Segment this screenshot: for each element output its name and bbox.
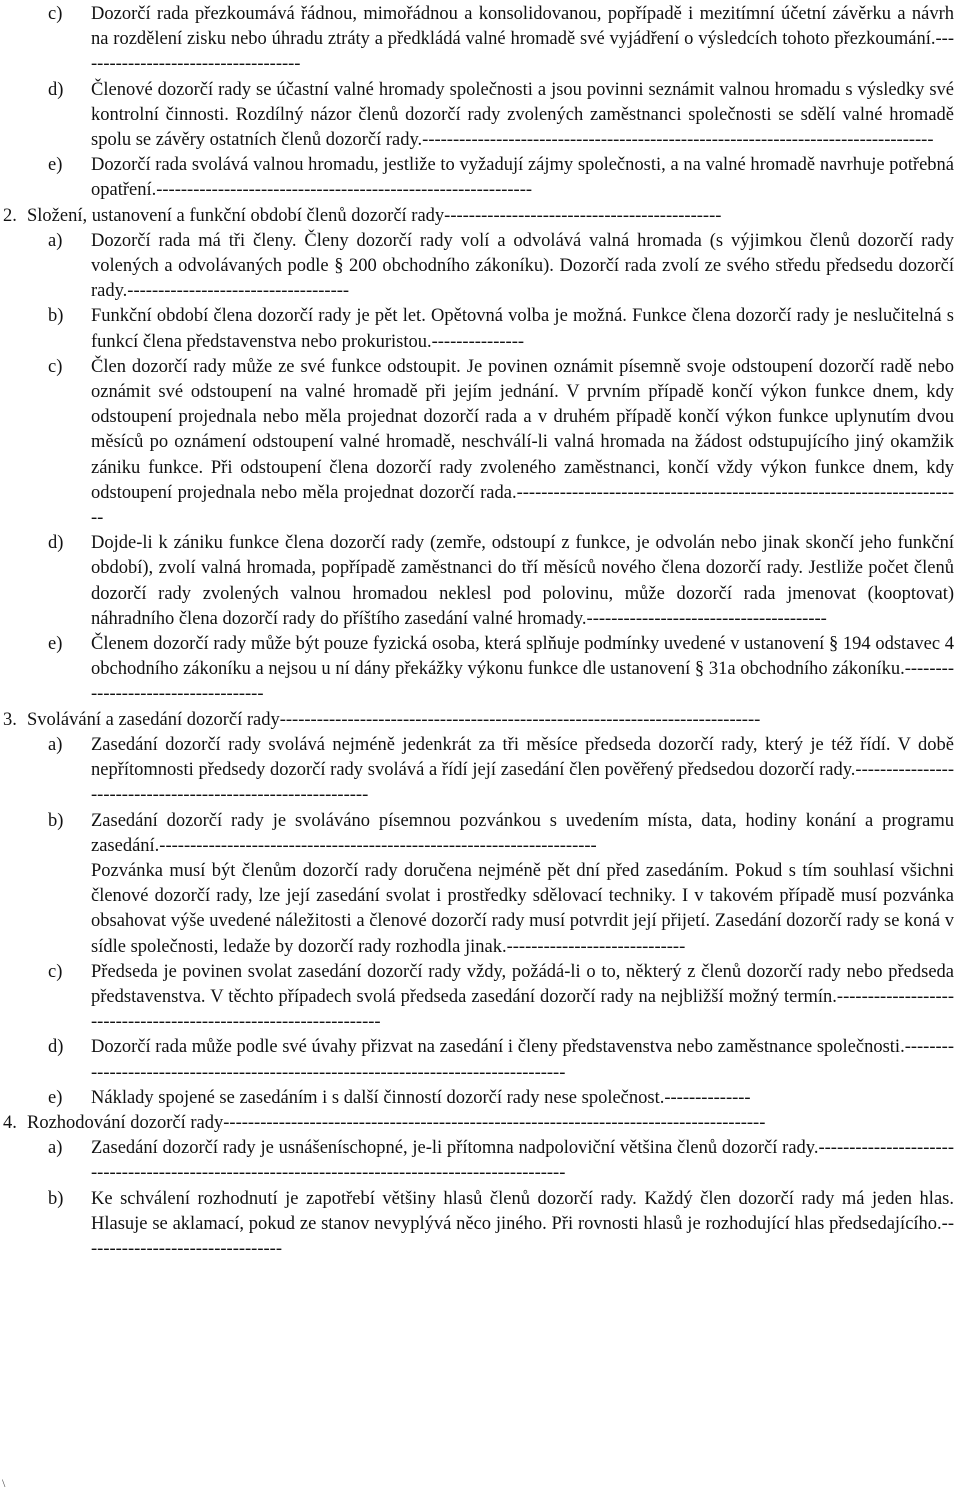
paragraph-4b [0,1187,954,1263]
item-label: c) [48,961,63,982]
item-label: a) [48,230,63,251]
item-label: e) [48,155,63,176]
item-label: d) [48,533,64,554]
item-text: Dozorčí rada může podle své úvahy přizvat na zasedání i členy představenstva nebo zaměstnance společnosti.------------------------------------------------------------------------------------- [91,1037,954,1083]
document-body [0,2,960,1262]
item-text: Náklady spojené se zasedáním i s další činností dozorčí rady nese společnost.-------------- [91,1087,751,1108]
item-text: Pozvánka musí být členům dozorčí rady doručena nejméně pět dní před zasedáním. Pokud s tím souhlasí všichni členové dozorčí rady, lze její zasedání svolat i prostředky sdělovací techniky. I v takovém případě musí pozvánka obsahovat výše uvedené náležitosti a členové dozorčí rady musí potvrdit její přijetí. Zasedání dozorčí rady se koná v sídle společnosti, ledaže by dozorčí rady rozhodla jinak.----------------------------- [91,860,954,957]
paragraph-3a [0,733,954,809]
paragraph-3e [0,1086,954,1111]
item-text: Dozorčí rada má tři členy. Členy dozorčí rady volí a odvolává valná hromada (s výjimkou členů dozorčí rady volených a odvolávaných podle § 200 obchodního zákoníku). Dozorčí rada zvolí ze svého středu předsedu dozorčí rady.------------------------------------ [91,230,954,302]
section-number: 4. [3,1112,17,1133]
item-label: b) [48,810,64,831]
item-label: e) [48,1087,63,1108]
item-text: Členem dozorčí rady může být pouze fyzická osoba, která splňuje podmínky uvedené v ustanovení § 194 odstavec 4 obchodního zákoníku a nejsou u ní dány překážky výkonu funkce dle ustanovení § 31a obchodního zákoníku.------------------------------------ [91,634,954,705]
item-text: Dojde-li k zániku funkce člena dozorčí rady (zemře, odstoupí z funkce, je odvolán nebo jinak skončí jeho funkční období), zvolí valná hromada, popřípadě zaměstnanci do tří měsíců nového člena dozorčí rady. Jestliže počet členů dozorčí rady zvolených valnou hromadou neklesl pod polovinu, může dozorčí rada jmenovat (kooptovat) náhradního člena dozorčí rady do příštího zasedání valné hromady.--------------------------------------- [91,533,954,629]
section-title: Rozhodování dozorčí rady---------------------------------------------------------------------------------------- [27,1112,766,1133]
item-text: Zasedání dozorčí rady je svoláváno písemnou pozvánkou s uvedením místa, data, hodiny konání a programu zasedání.----------------------------------------------------------------------- [91,810,954,856]
paragraph-2a [0,229,954,305]
item-label: d) [48,79,64,100]
item-text: Dozorčí rada svolává valnou hromadu, jestliže to vyžadují zájmy společnosti, a na valné hromadě navrhuje potřebná opatření.------------------------------------------------------------- [91,155,954,201]
section-number: 2. [3,205,17,226]
paragraph-3b [0,809,954,859]
section-heading-4 [0,1111,954,1136]
item-text: Ke schválení rozhodnutí je zapotřebí většiny hlasů členů dozorčí rady. Každý člen dozorčí rady má jeden hlas. Hlasuje se aklamací, pokud ze stanov nevyplývá něco jiného. Při rovnosti hlasů je rozhodující hlas předsedajícího.--------------------------------- [91,1188,954,1259]
paragraph-4a [0,1136,954,1186]
item-label: a) [48,1138,63,1159]
section-title: Svolávání a zasedání dozorčí rady------------------------------------------------------------------------------ [27,709,761,730]
paragraph-2c [0,355,954,531]
item-text: Členové dozorčí rady se účastní valné hromady společnosti a jsou povinni seznámit valnou hromadu s výsledky své kontrolní činnosti. Rozdílný názor členů dozorčí rady zvolených zaměstnanci společnosti se sdělí valné hromadě spolu se závěry ostatních členů dozorčí rady.----------------------------------------------------------------------------------- [91,79,954,151]
item-label: b) [48,1188,64,1209]
paragraph-3b-continued [0,859,954,960]
item-label: d) [48,1037,64,1058]
item-label: e) [48,634,63,655]
footer-mark: \ [2,1476,6,1490]
item-text: Dozorčí rada přezkoumává řádnou, mimořádnou a konsolidovanou, popřípadě i mezitímní účetní závěrku a návrh na rozdělení zisku nebo úhradu ztráty a předkládá valné hromadě své vyjádření o výsledcích tohoto přezkoumání.------------------------------------- [91,4,954,75]
paragraph-3c [0,960,954,1036]
section-heading-3 [0,708,954,733]
paragraph-3d [0,1035,954,1085]
item-text: Člen dozorčí rady může ze své funkce odstoupit. Je povinen oznámit písemně svoje odstoupení dozorčí radě nebo oznámit své odstoupení na valné hromadě při jejím jednání. V prvním případě končí výkon funkce dnem, kdy odstoupení projednala nebo měla projednat dozorčí rada a v druhém případě končí výkon funkce uplynutím dvou měsíců po oznámení odstoupení valné hromadě, neschválí-li valná hromada na žádost odstupujícího jiný okamžik zániku funkce. Při odstoupení člena dozorčí rady zvoleného zaměstnanci, končí vždy výkon funkce dnem, kdy odstoupení projednala nebo měla projednat dozorčí rada.------------------------------------------------------------------------- [91,356,954,529]
item-label: c) [48,356,63,377]
section-number: 3. [3,709,17,730]
item-text: Funkční období člena dozorčí rady je pět let. Opětovná volba je možná. Funkce člena dozorčí rady je neslučitelná s funkcí člena představenstva nebo prokuristou.--------------- [91,306,954,352]
item-label: b) [48,306,64,327]
paragraph-1c [0,2,954,78]
paragraph-2e [0,632,954,708]
paragraph-2d [0,531,954,632]
item-text: Předseda je povinen svolat zasedání dozorčí rady vždy, požádá-li o to, některý z členů dozorčí rady nebo předseda představenstva. V těchto případech svolá předseda zasedání dozorčí rady na nejbližší možný termín.------------------------------------------------------------------ [91,961,954,1033]
item-label: c) [48,4,63,24]
paragraph-1e [0,153,954,203]
paragraph-1d [0,78,954,154]
item-label: a) [48,734,63,755]
item-text: Zasedání dozorčí rady svolává nejméně jedenkrát za tři měsíce předseda dozorčí rady, který je též řídí. V době nepřítomnosti předsedy dozorčí rady svolává a řídí její zasedání člen pověřený předsedou dozorčí rady.------------------------------------------------------------- [91,734,954,806]
item-text: Zasedání dozorčí rady je usnášeníschopné, je-li přítomna nadpoloviční většina členů dozorčí rady.--------------------------------------------------------------------------------------------------- [91,1138,954,1184]
section-title: Složení, ustanovení a funkční období členů dozorčí rady--------------------------------------------- [27,205,722,226]
section-heading-2 [0,204,954,229]
paragraph-2b [0,304,954,354]
